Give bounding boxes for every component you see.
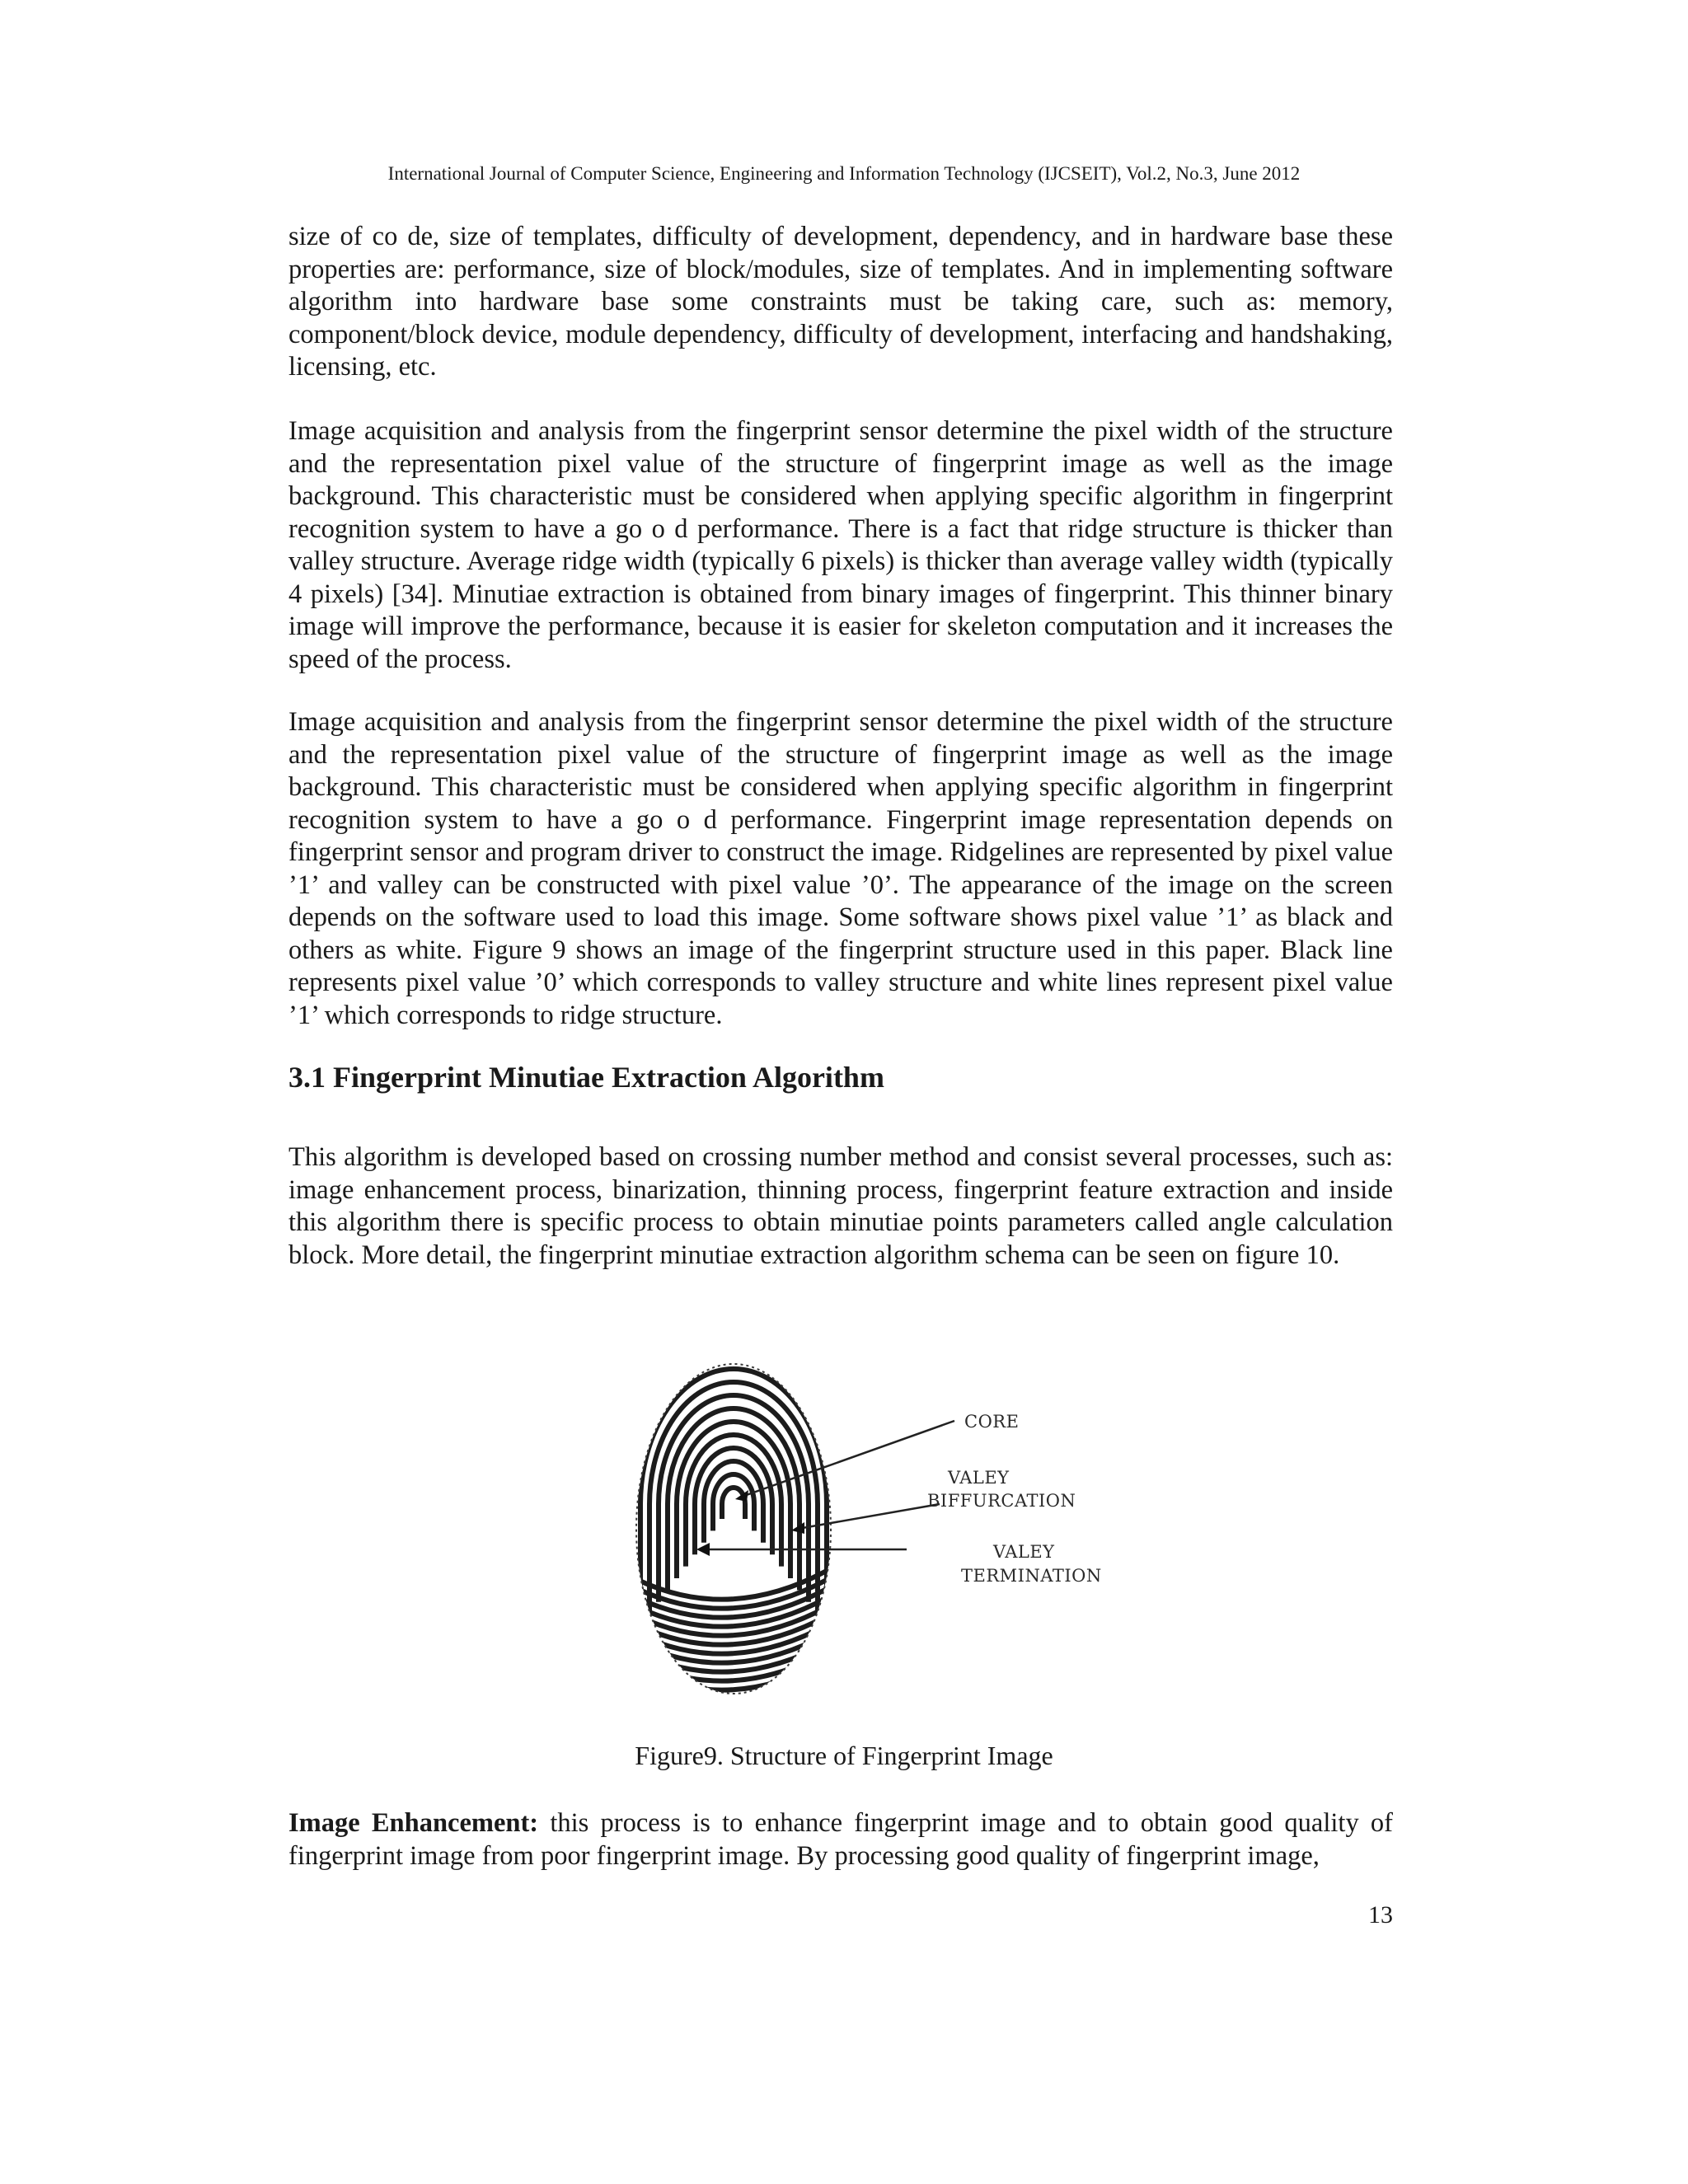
paragraph-5-body: this process is to enhance fingerprint image and to obtain good quality of fingerprint image from poor fingerprint image. By processing good quality of fingerprint image, bbox=[288, 1808, 1393, 1871]
paragraph-4-text: This algorithm is developed based on crossing number method and consist several processes, such as: image enhancement process, binarization, thinning process, fingerprint feature extraction and inside this algorithm there is specific process to obtain minutiae points parameters called angle calculation block. More detail, the fingerprint minutiae extraction algorithm schema can be seen on figure 10. bbox=[288, 1142, 1393, 1270]
paragraph-5 bbox=[288, 1807, 1393, 1872]
paragraph-4 bbox=[288, 1141, 1393, 1272]
paragraph-2-text: Image acquisition and analysis from the fingerprint sensor determine the pixel width of the structure and the representation pixel value of the structure of fingerprint image as well as the image background. This characteristic must be considered when applying specific algorithm in fingerprint recognition system to have a go o d performance. There is a fact that ridge structure is thicker than valley structure. Average ridge width (typically 6 pixels) is thicker than average valley width (typically 4 pixels) [34]. Minutiae extraction is obtained from binary images of fingerprint. This thinner binary image will improve the performance, because it is easier for skeleton computation and it increases the speed of the process. bbox=[288, 416, 1393, 674]
paragraph-5-lead: Image Enhancement: bbox=[288, 1808, 539, 1838]
label-valley-bifurcation-1: VALEY bbox=[948, 1468, 1010, 1488]
section-heading: 3.1 Fingerprint Minutiae Extraction Algorithm bbox=[288, 1061, 884, 1094]
label-valley-bifurcation-2: BIFFURCATION bbox=[927, 1491, 1076, 1511]
paragraph-1-text: size of co de, size of templates, difficulty of development, dependency, and in hardware base these properties are: performance, size of block/modules, size of templates. And in implementing software algorithm into hardware base some constraints must be taking care, such as: memory, component/block device, module dependency, difficulty of development, interfacing and handshaking, licensing, etc. bbox=[288, 222, 1393, 382]
paragraph-3-text: Image acquisition and analysis from the fingerprint sensor determine the pixel width of the structure and the representation pixel value of the structure of fingerprint image as well as the image background. This characteristic must be considered when applying specific algorithm in fingerprint recognition system to have a go o d performance. Fingerprint image representation depends on fingerprint sensor and program driver to construct the image. Ridgelines are represented by pixel value ’1’ and valley can be constructed with pixel value ’0’. The appearance of the image on the screen depends on the software used to load this image. Some software shows pixel value ’1’ as black and others as white. Figure 9 shows an image of the fingerprint structure used in this paper. Black line represents pixel value ’0’ which corresponds to valley structure and white lines represent pixel value ’1’ which corresponds to ridge structure. bbox=[288, 707, 1393, 1030]
paragraph-3 bbox=[288, 706, 1393, 1032]
running-header: International Journal of Computer Science, Engineering and Information Technology (IJCSEIT), Vol.2, No.3, June 2012 bbox=[387, 163, 1301, 184]
paragraph-2 bbox=[288, 415, 1393, 676]
label-core: CORE bbox=[964, 1412, 1020, 1432]
paragraph-1 bbox=[288, 221, 1393, 384]
label-valley-termination-2: TERMINATION bbox=[961, 1566, 1102, 1586]
fingerprint-image bbox=[610, 1352, 917, 1714]
figure-caption: Figure9. Structure of Fingerprint Image bbox=[635, 1741, 1053, 1770]
page-number: 13 bbox=[1368, 1901, 1393, 1929]
paragraph-5-text bbox=[288, 1807, 1393, 1872]
fingerprint-diagram bbox=[610, 1352, 1121, 1714]
label-valley-termination-1: VALEY bbox=[993, 1542, 1055, 1562]
fingerprint-figure bbox=[610, 1352, 1121, 1714]
